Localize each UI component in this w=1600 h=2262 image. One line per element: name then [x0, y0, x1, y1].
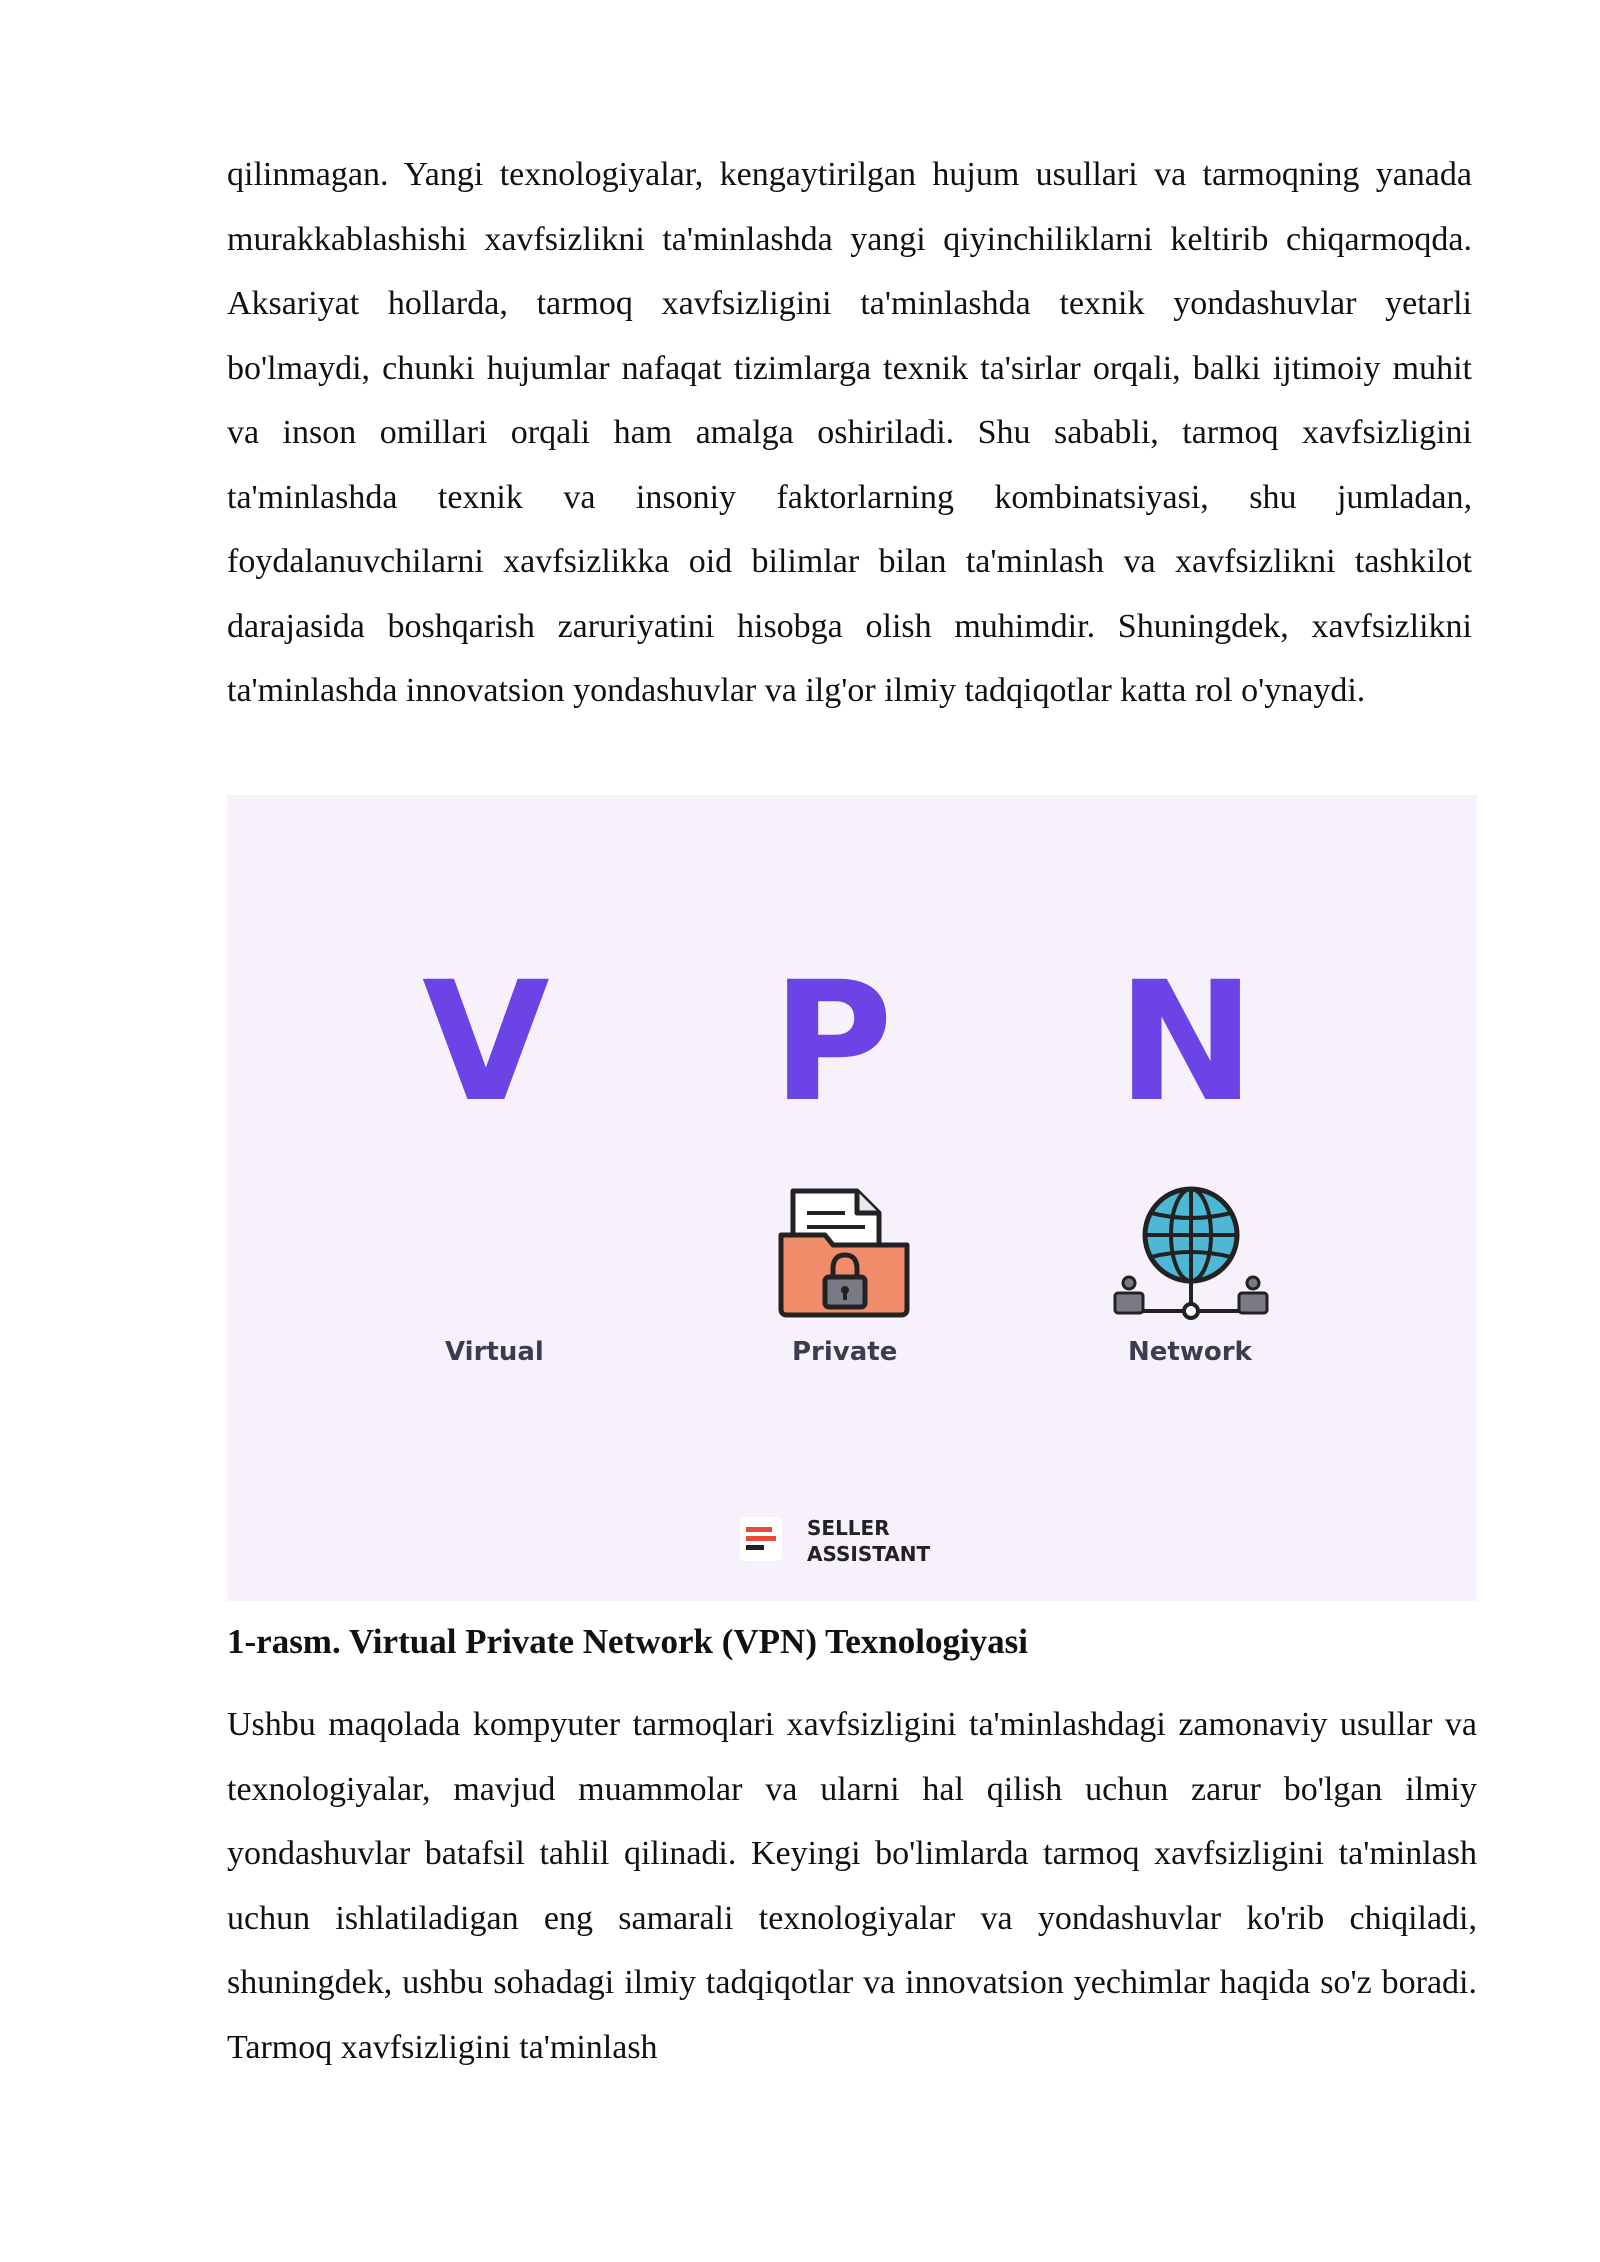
- label-virtual: Virtual: [445, 1337, 544, 1367]
- locked-folder-icon: [775, 1183, 915, 1323]
- vpn-letter-n: N: [1117, 946, 1256, 1138]
- label-private: Private: [792, 1337, 898, 1367]
- label-network: Network: [1128, 1337, 1252, 1367]
- brand-name: [807, 1515, 930, 1567]
- network-globe-icon: [1109, 1183, 1273, 1331]
- brand-line-2: ASSISTANT: [807, 1542, 931, 1566]
- vpn-letter-p: P: [772, 946, 893, 1138]
- paragraph-intro: qilinmagan. Yangi texnologiyalar, kengaytirilgan hujum usullari va tarmoqning yanada murakkablashishi xavfsizlikni ta'minlashda yangi qiyinchiliklarni keltirib chiqarmoqda. Aksariyat hollarda, tarmoq xavfsizligini ta'minlashda texnik yondashuvlar yetarli bo'lmaydi, chunki hujumlar nafaqat tizimlarga texnik ta'sirlar orqali, balki ijtimoiy muhit va inson omillari orqali ham amalga oshiriladi. Shu sababli, tarmoq xavfsizligini ta'minlashda texnik va insoniy faktorlarning kombinatsiyasi, shu jumladan, foydalanuvchilarni xavfsizlikka oid bilimlar bilan ta'minlash va xavfsizlikni tashkilot darajasida boshqarish zaruriyatini hisobga olish muhimdir. Shuningdek, xavfsizlikni ta'minlashda innovatsion yondashuvlar va ilg'or ilmiy tadqiqotlar katta rol o'ynaydi.: [227, 156, 1472, 709]
- seller-assistant-logo-icon: [740, 1517, 782, 1561]
- paragraph-overview: Ushbu maqolada kompyuter tarmoqlari xavfsizligini ta'minlashdagi zamonaviy usullar va texnologiyalar, mavjud muammolar va ularni hal qilish uchun zarur bo'lgan ilmiy yondashuvlar batafsil tahlil qilinadi. Keyingi bo'limlarda tarmoq xavfsizligini ta'minlash uchun ishlatiladigan eng samarali texnologiyalar va yondashuvlar ko'rib chiqiladi, shuningdek, ushbu sohadagi ilmiy tadqiqotlar va innovatsion yechimlar haqida so'z boradi. Tarmoq xavfsizligini ta'minlash: [227, 1706, 1477, 2066]
- figure-caption: 1-rasm. Virtual Private Network (VPN) Texnologiyasi: [227, 1622, 1029, 1661]
- vpn-letter-v: V: [422, 946, 550, 1138]
- vpn-figure: [227, 795, 1477, 1601]
- brand-line-1: SELLER: [807, 1516, 890, 1540]
